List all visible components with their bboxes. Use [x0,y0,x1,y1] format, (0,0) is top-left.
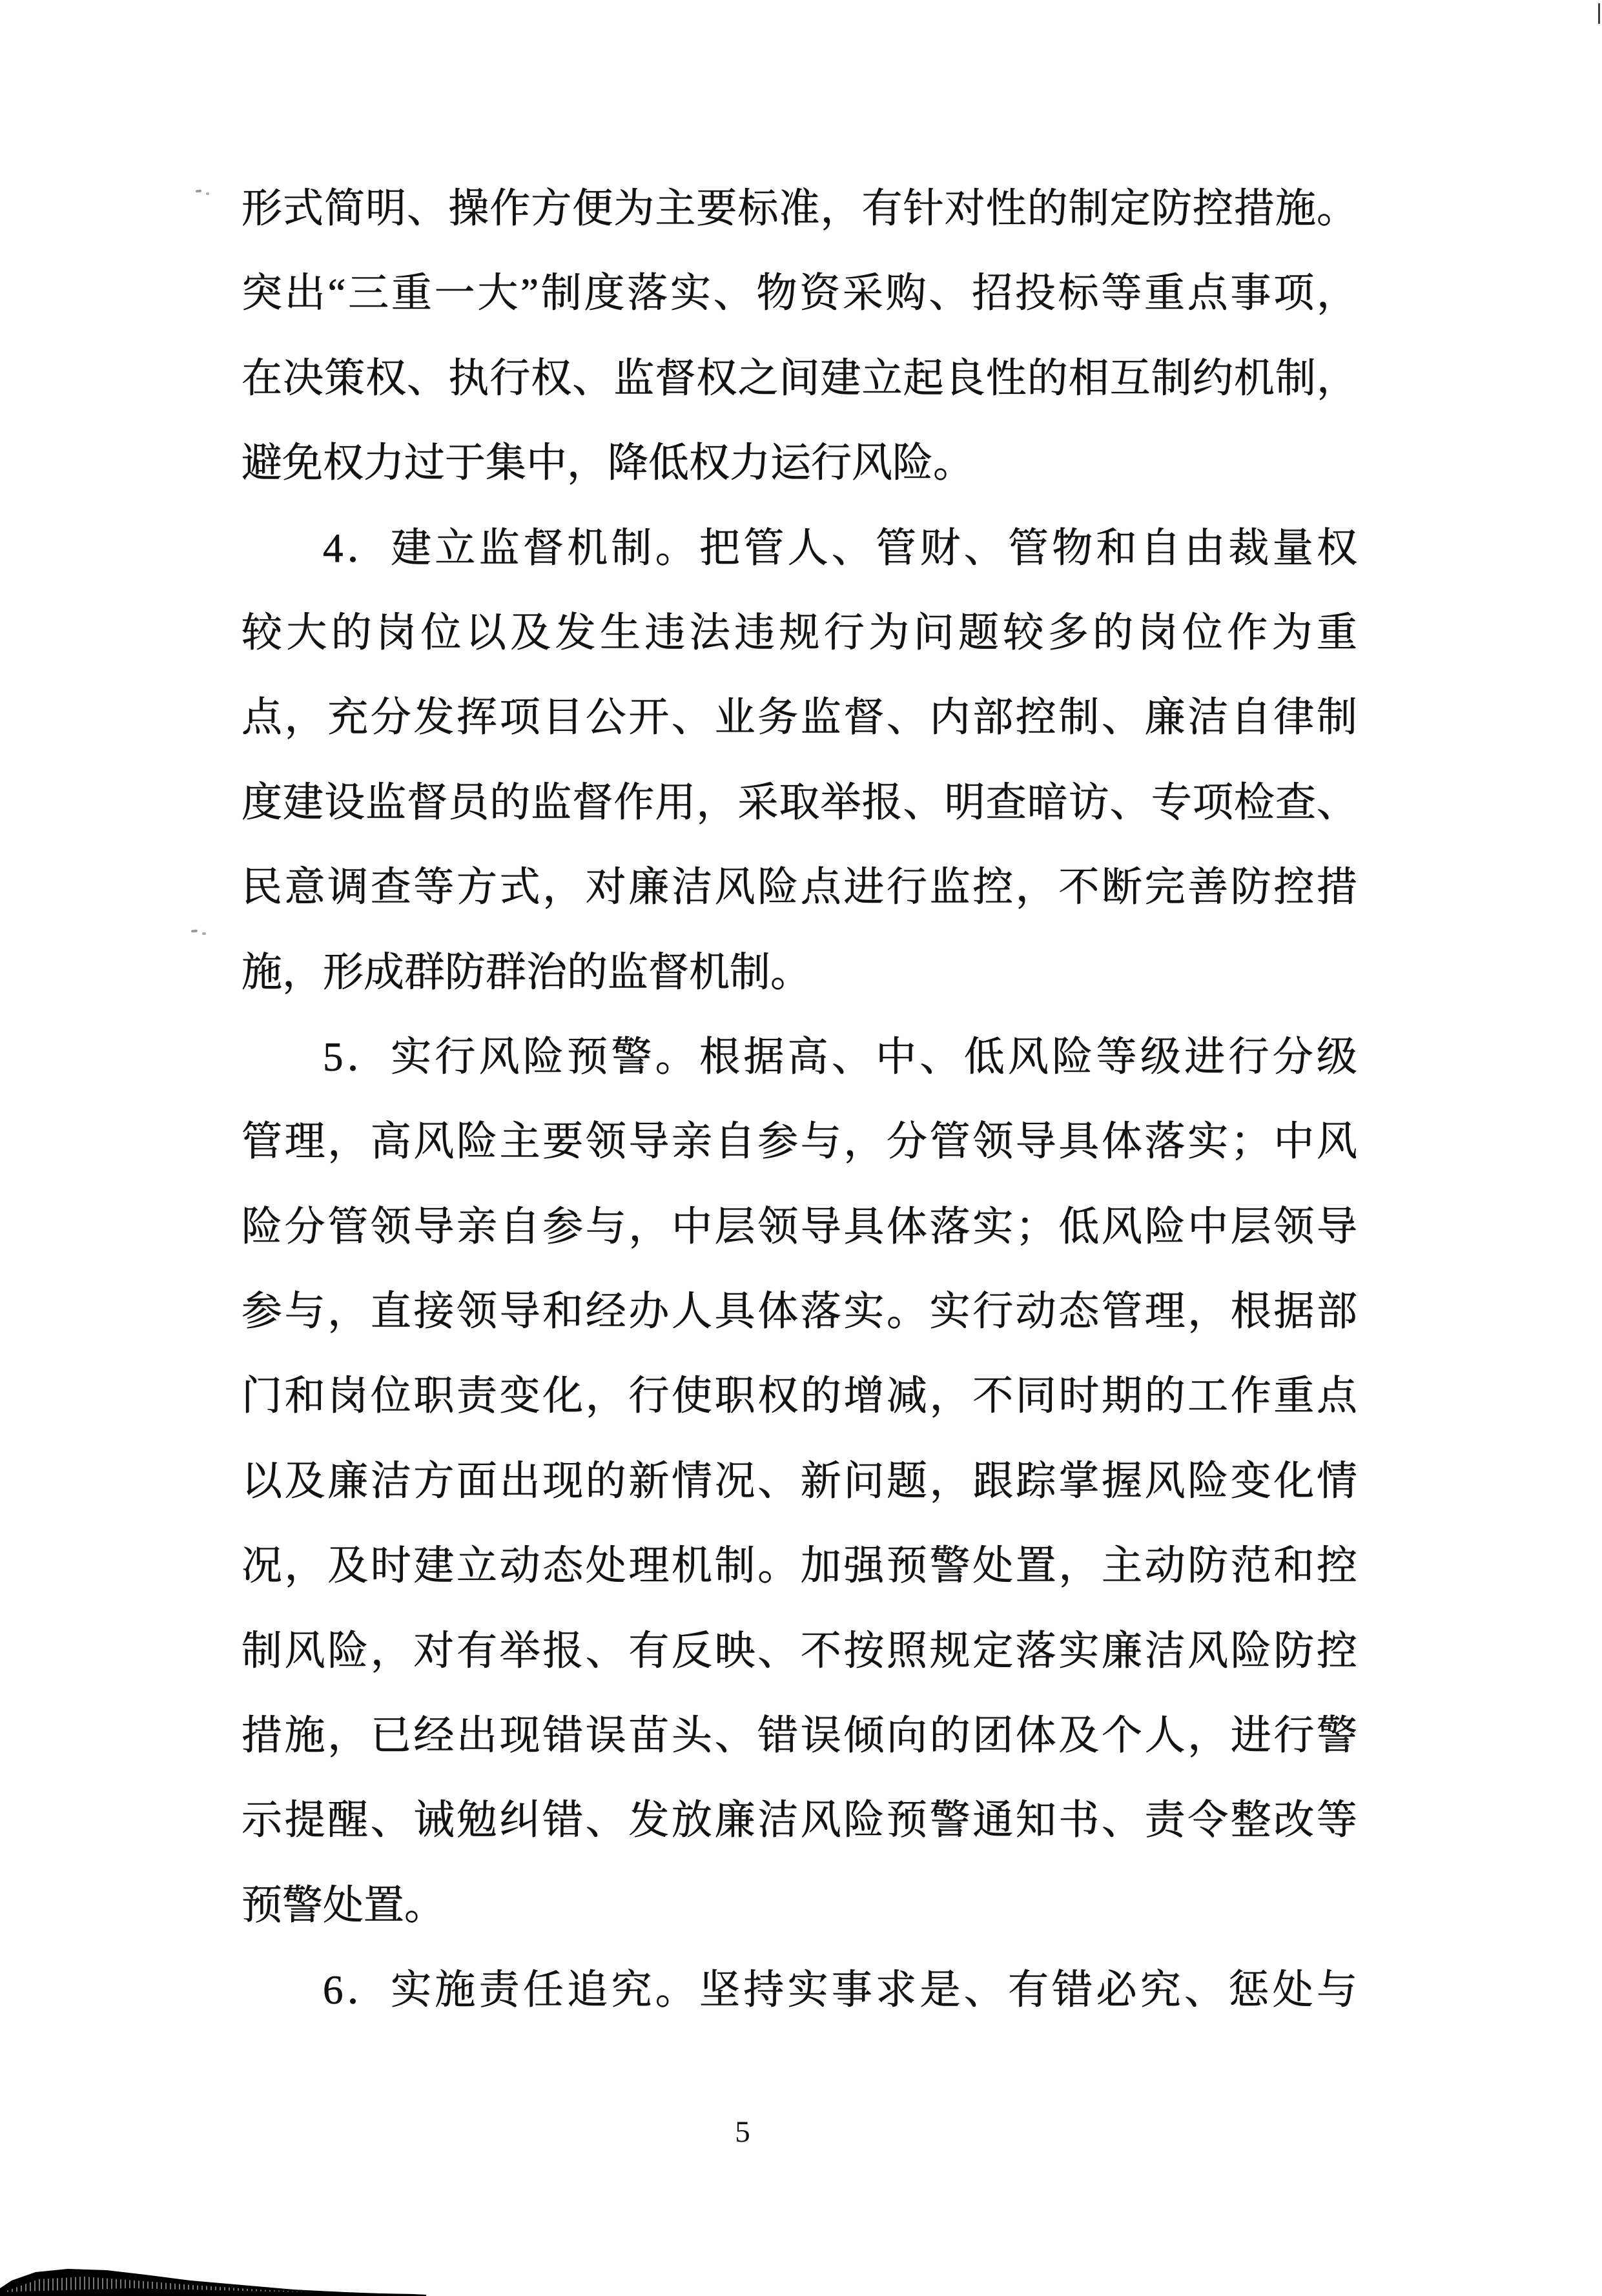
document-body [241,167,1357,2033]
text-line: 措施，已经出现错误苗头、错误倾向的团体及个人，进行警 [241,1713,1357,1759]
scan-artifact-topright-tick [1598,3,1600,24]
text-line: 参与，直接领导和经办人具体落实。实行动态管理，根据部 [241,1289,1357,1335]
text-line: 制风险，对有举报、有反映、不按照规定落实廉洁风险防控 [241,1628,1357,1674]
text-line: 示提醒、诫勉纠错、发放廉洁风险预警通知书、责令整改等 [241,1798,1357,1843]
text-line: 民意调查等方式，对廉洁风险点进行监控，不断完善防控措 [241,865,1357,910]
text-line: 避免权力过于集中，降低权力运行风险。 [241,440,974,486]
text-line: 管理，高风险主要领导亲自参与，分管领导具体落实；中风 [241,1119,1357,1165]
text-line: 在决策权、执行权、监督权之间建立起良性的相互制约机制， [241,355,1357,401]
text-line: 突出“三重一大”制度落实、物资采购、招投标等重点事项， [241,271,1357,316]
text-line: 门和岗位职责变化，行使职权的增减，不同时期的工作重点 [241,1373,1357,1419]
text-line: 度建设监督员的监督作用，采取举报、明查暗访、专项检查、 [241,779,1357,825]
text-line: 预警处置。 [241,1882,445,1928]
scan-artifact-speck [206,192,209,195]
text-line: 6．实施责任追究。坚持实事求是、有错必究、惩处与 [323,1967,1357,2013]
text-line: 4．建立监督机制。把管人、管财、管物和自由裁量权 [323,525,1357,571]
page-number: 5 [735,2115,750,2149]
scan-artifact-speck [196,190,201,193]
text-line: 较大的岗位以及发生违法违规行为问题较多的岗位作为重 [241,610,1357,655]
text-line: 形式简明、操作方便为主要标准，有针对性的制定防控措施。 [241,186,1357,231]
scan-artifact-speck [202,932,206,935]
text-line: 险分管领导亲自参与，中层领导具体落实；低风险中层领导 [241,1204,1357,1249]
text-line: 以及廉洁方面出现的新情况、新问题，跟踪掌握风险变化情 [241,1458,1357,1504]
text-line: 点，充分发挥项目公开、业务监督、内部控制、廉洁自律制 [241,695,1357,741]
text-line: 况，及时建立动态处理机制。加强预警处置，主动防范和控 [241,1543,1357,1589]
text-line: 施，形成群防群治的监督机制。 [241,949,811,995]
scan-artifact-bottomleft-smudge [0,2264,426,2296]
scan-artifact-speck [191,930,198,933]
text-line: 5．实行风险预警。根据高、中、低风险等级进行分级 [323,1034,1357,1080]
